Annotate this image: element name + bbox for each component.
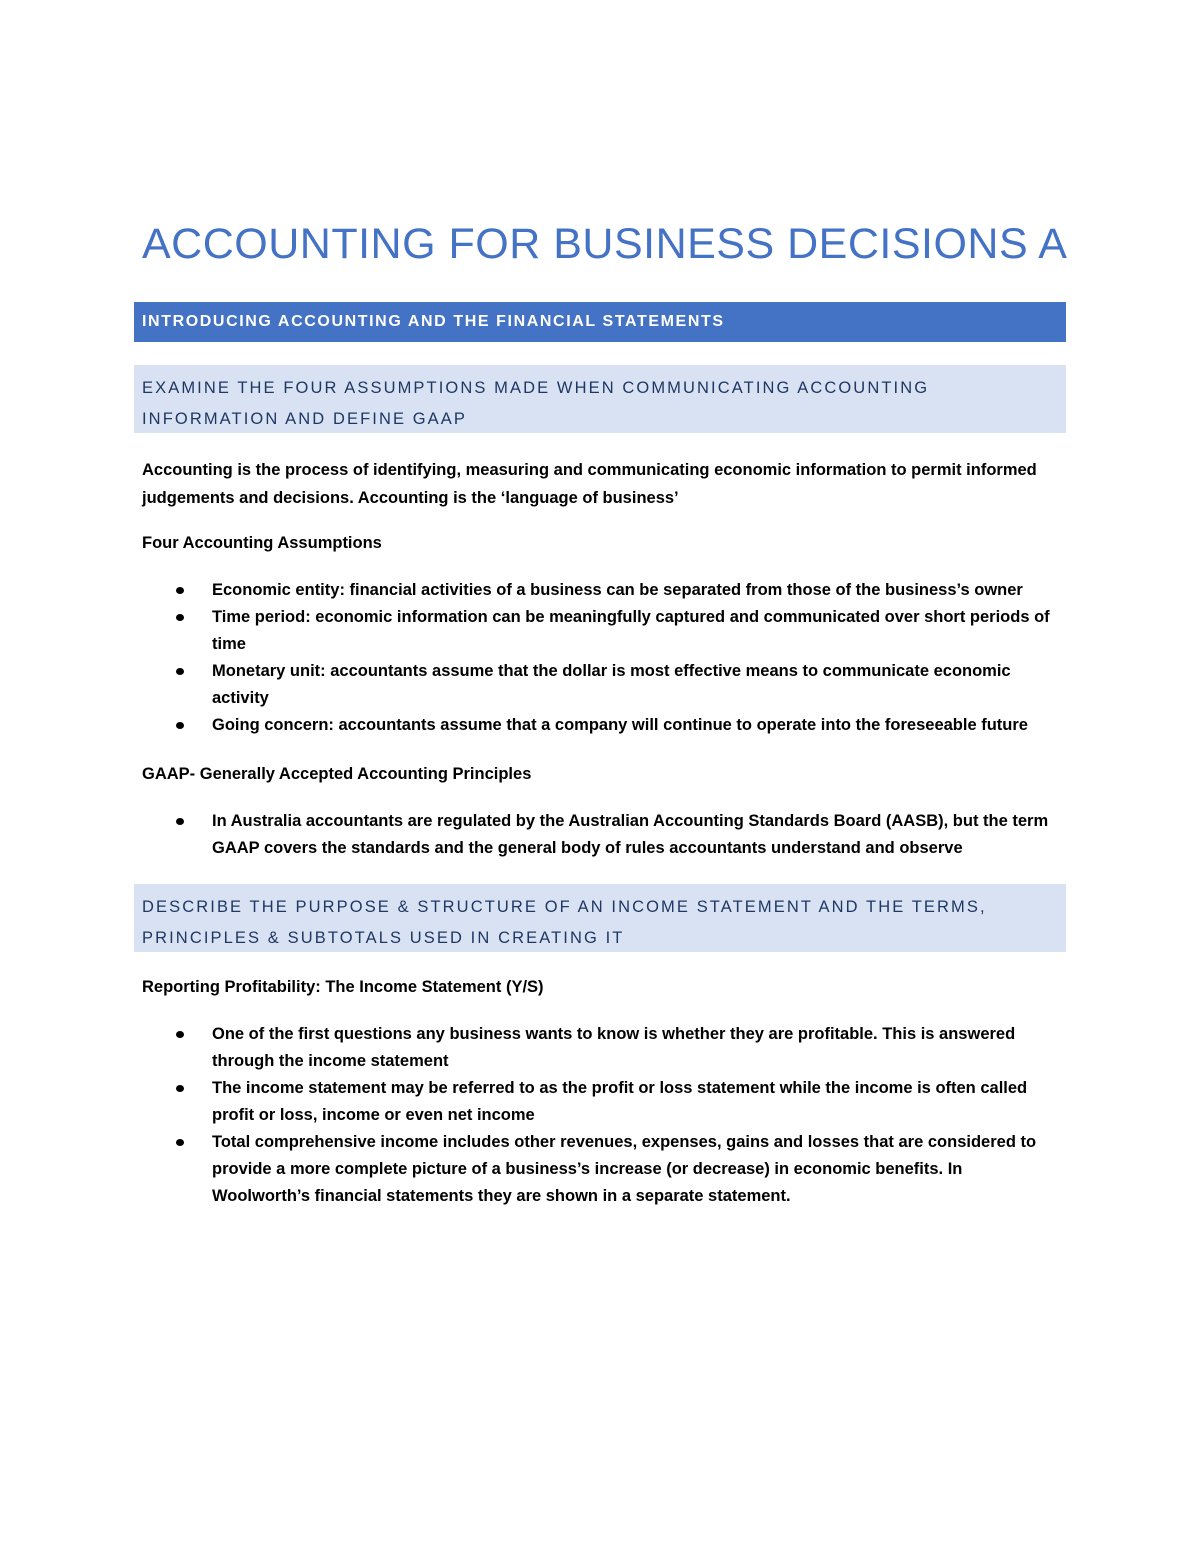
list-item-text: In Australia accountants are regulated by the Australian Accounting Standards Board (AASB), but the term GAAP covers the standards and the general body of rules accountants understand and observe bbox=[212, 812, 1049, 857]
list-item-text: One of the first questions any business wants to know is whether they are profitable. This is answered through the income statement bbox=[212, 1025, 1016, 1070]
list-item-text: The income statement may be referred to as the profit or loss statement while the income is often called profit or loss, income or even net income bbox=[212, 1079, 1028, 1124]
document-title: ACCOUNTING FOR BUSINESS DECISIONS A bbox=[142, 220, 1068, 268]
list-item bbox=[0, 1021, 1052, 1075]
list-item bbox=[0, 577, 1052, 604]
list-item-text: Economic entity: financial activities of a business can be separated from those of the business’s owner bbox=[212, 581, 1023, 599]
list-item bbox=[0, 604, 1052, 658]
list-item-text: Total comprehensive income includes other revenues, expenses, gains and losses that are considered to provide a more complete picture of a business’s increase (or decrease) in economic benefits. In Woolworth’s financial statements they are shown in a separate statement. bbox=[212, 1133, 1037, 1205]
bullet-icon bbox=[176, 1031, 184, 1038]
section-heading-bar bbox=[134, 302, 1066, 342]
subsection-heading-1: EXAMINE THE FOUR ASSUMPTIONS MADE WHEN COMMUNICATING ACCOUNTING INFORMATION AND DEFINE GAAP bbox=[142, 379, 930, 428]
income-statement-list bbox=[0, 1021, 1052, 1210]
list-item bbox=[0, 712, 1052, 739]
bullet-icon bbox=[176, 614, 184, 621]
list-item-text: Time period: economic information can be meaningfully captured and communicated over short periods of time bbox=[212, 608, 1050, 653]
reporting-heading: Reporting Profitability: The Income Statement (Y/S) bbox=[142, 978, 544, 996]
list-item bbox=[0, 658, 1052, 712]
list-item bbox=[0, 1075, 1052, 1129]
bullet-icon bbox=[176, 818, 184, 825]
bullet-icon bbox=[176, 587, 184, 594]
bullet-icon bbox=[176, 668, 184, 675]
subsection-heading-bar-2 bbox=[134, 884, 1066, 952]
assumptions-heading: Four Accounting Assumptions bbox=[142, 534, 382, 552]
bullet-icon bbox=[176, 1085, 184, 1092]
assumptions-list bbox=[0, 577, 1052, 739]
subsection-heading-bar-1 bbox=[134, 365, 1066, 433]
bullet-icon bbox=[176, 722, 184, 729]
gaap-list bbox=[0, 808, 1052, 862]
subsection-heading-2: DESCRIBE THE PURPOSE & STRUCTURE OF AN INCOME STATEMENT AND THE TERMS, PRINCIPLES & SUBTOTALS USED IN CREATING IT bbox=[142, 898, 987, 947]
bullet-icon bbox=[176, 1139, 184, 1146]
list-item-text: Monetary unit: accountants assume that the dollar is most effective means to communicate economic activity bbox=[212, 662, 1011, 707]
gaap-heading: GAAP- Generally Accepted Accounting Principles bbox=[142, 765, 532, 783]
list-item-text: Going concern: accountants assume that a company will continue to operate into the foreseeable future bbox=[212, 716, 1028, 734]
list-item bbox=[0, 808, 1052, 862]
list-item bbox=[0, 1129, 1052, 1210]
accounting-definition: Accounting is the process of identifying, measuring and communicating economic information to permit informed judgements and decisions. Accounting is the ‘language of business’ bbox=[142, 461, 1037, 507]
section-heading: INTRODUCING ACCOUNTING AND THE FINANCIAL STATEMENTS bbox=[142, 313, 725, 330]
